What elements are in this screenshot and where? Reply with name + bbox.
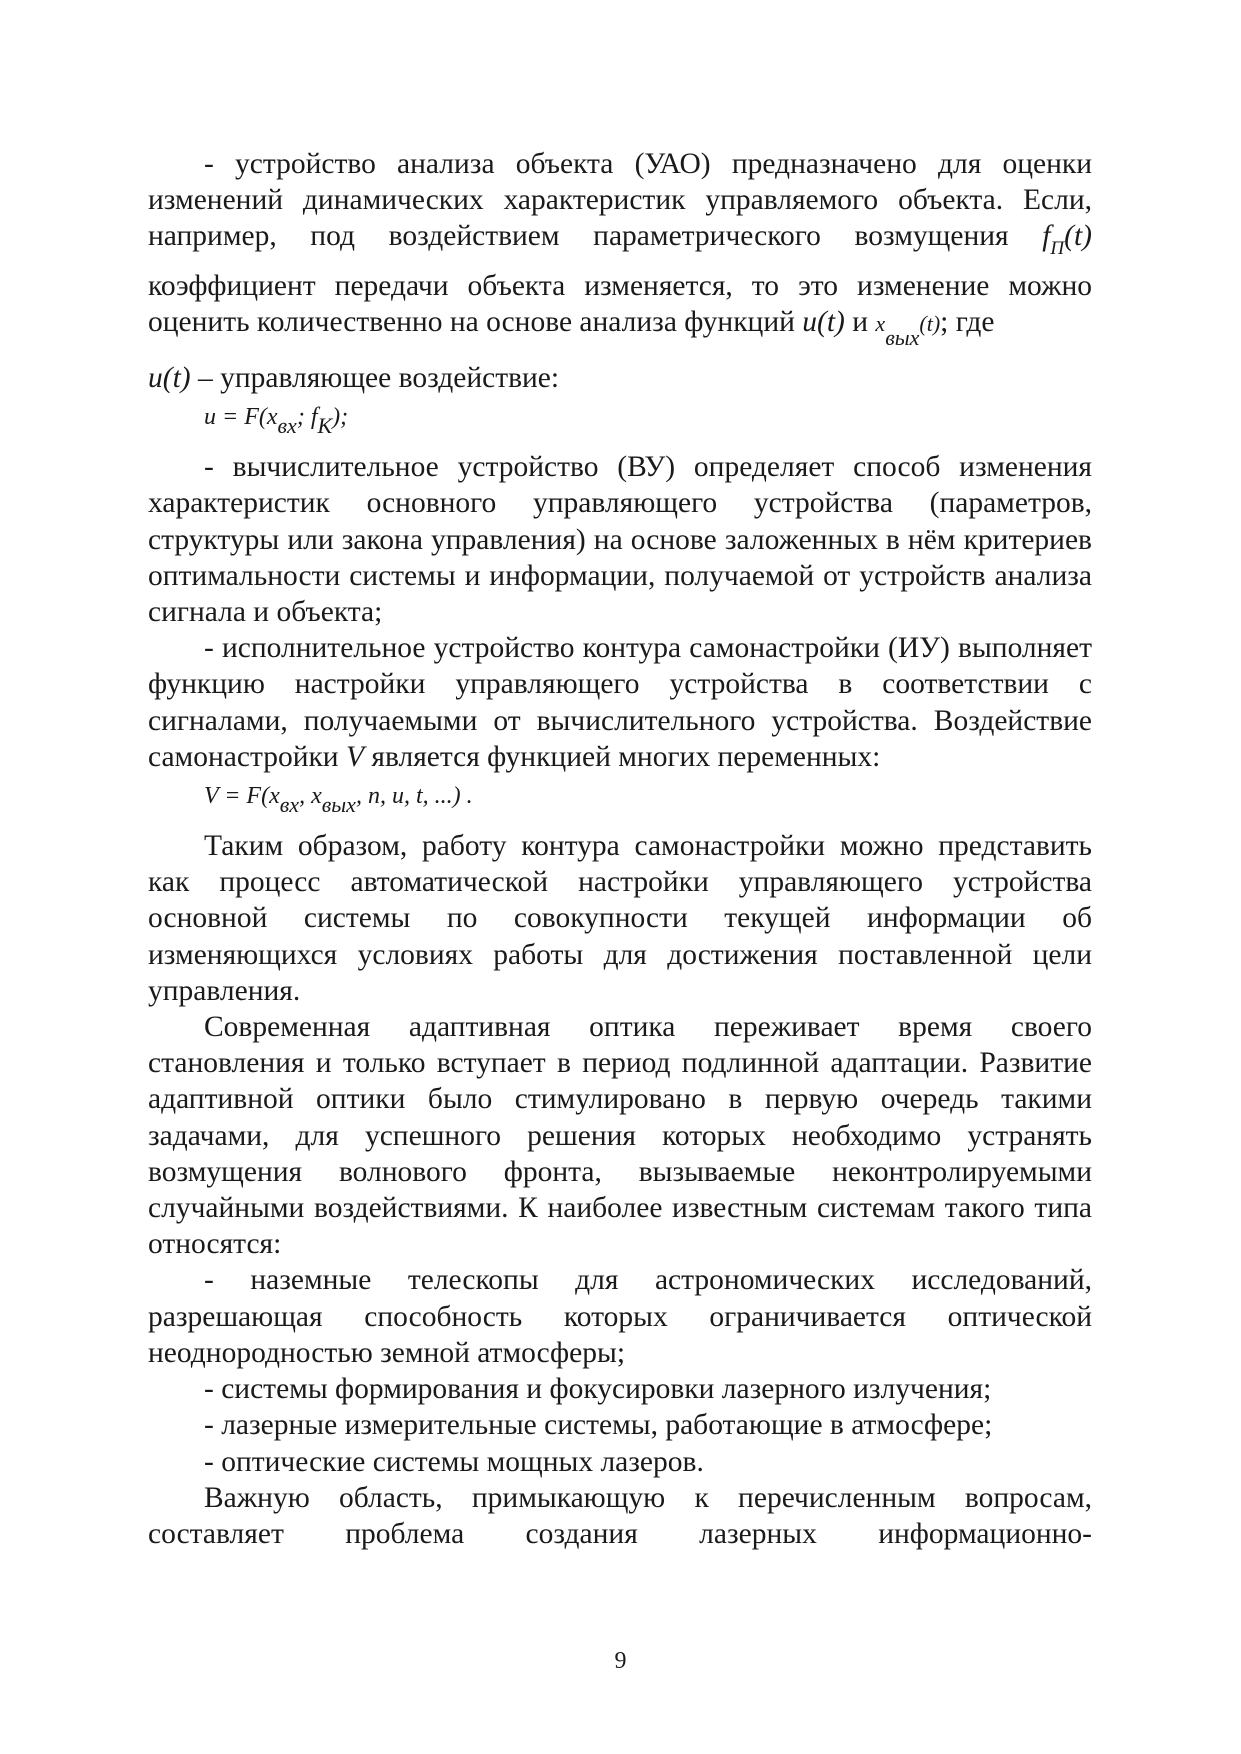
paragraph-iu: - исполнительное устройство контура самонастройки (ИУ) выполняет функцию настройки управляющего устройства в соответствии с сигналами, получаемыми от вычислительного устройства. Воздействие самонастройки V является функцией многих переменных: — [148, 632, 1092, 773]
paragraph-modern-optics: Современная адаптивная оптика переживает время своего становления и только вступает в период подлинной адаптации. Развитие адаптивной оптики было стимулировано в первую очередь такими задачами, для успешного решения которых необходимо устранять возмущения волнового фронта, вызываемые неконтролируемыми случайными воздействиями. К наиболее известным системам такого типа относятся: — [148, 1011, 1092, 1261]
formula-u-t-2: u(t) — [148, 362, 191, 395]
page-number: 9 — [614, 1648, 627, 1674]
paragraph-vu: - вычислительное устройство (ВУ) определяет способ изменения характеристик основного управляющего устройства (параметров, структуры или закона управления) на основе заложенных в нём критериев оптимальности системы и информации, получаемой от устройств анализа сигнала и объекта; — [148, 451, 1092, 629]
paragraph-uao: - устройство анализа объекта (УАО) предназначено для оценки изменений динамических характеристик управляемого объекта. Если, например, под воздействием параметрического возмущения $f_П(t)$ коэффициент передачи объекта изменяется, то это изменение можно оценить количественно на основе анализа функций u(t) и xвых(t); где — [148, 148, 1092, 350]
paragraph-last: Важную область, примыкающую к перечисленным вопросам, составляет проблема создания лазерных информационно- — [148, 1481, 1092, 1550]
list-item-laser-focusing: - системы формирования и фокусировки лазерного излучения; — [204, 1373, 992, 1406]
formula-f-p: $f_П(t)$ — [1042, 220, 1092, 260]
list-item-laser-measuring: - лазерные измерительные системы, работающие в атмосфере; — [204, 1409, 993, 1442]
paragraph-summary: Таким образом, работу контура самонастройки можно представить как процесс автоматической настройки управляющего устройства основной системы по совокупности текущей информации об изменяющихся условиях работы для достижения поставленной цели управления. — [148, 830, 1092, 1007]
formula-x-out: xвых(t) — [875, 310, 941, 350]
list-item-powerful-lasers: - оптические системы мощных лазеров. — [204, 1445, 704, 1478]
formula-u-equals: u = F(xвх; fК); — [204, 404, 349, 439]
formula-v-equals: V = F(xвх, xвых, n, u, t, ...) . — [204, 783, 473, 818]
paragraph-u-definition: u(t) – управляющее воздействие: — [148, 362, 560, 395]
formula-u-t: u(t) — [802, 305, 845, 338]
list-item-telescopes: - наземные телескопы для астрономических исследований, разрешающая способность которых ограничивается оптической неоднородностью земной атмосферы; — [148, 1264, 1092, 1369]
page-body — [148, 146, 1092, 1552]
variable-v: V — [345, 740, 365, 773]
